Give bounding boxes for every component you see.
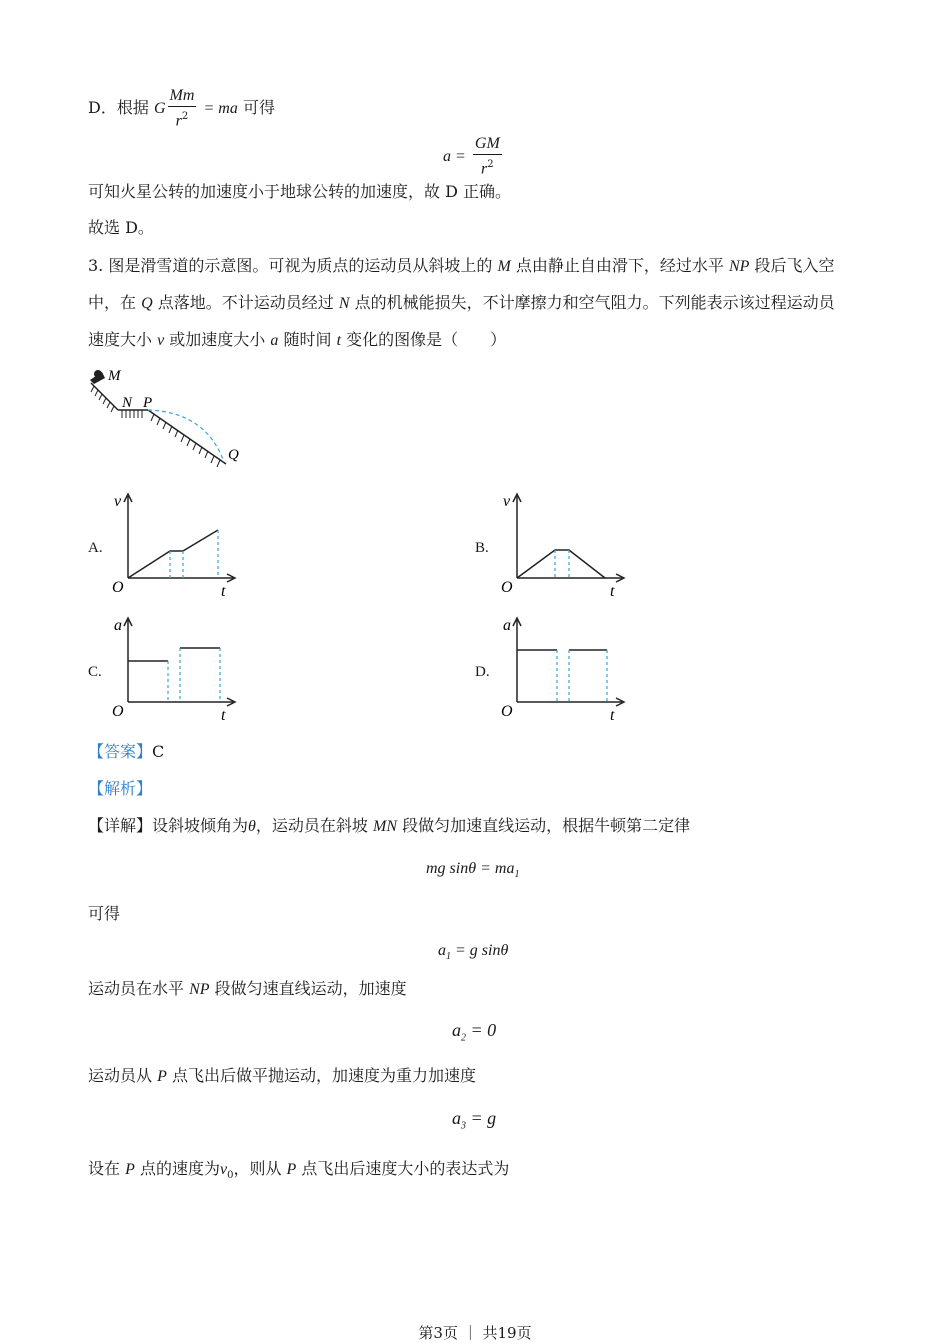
option-c-label: C. [88, 664, 102, 680]
np-hatching [122, 410, 142, 418]
answer-value: C [152, 742, 165, 761]
option-b-label: B. [475, 540, 489, 556]
v-t-curve-b [517, 550, 605, 578]
equation-rhs: = ma [203, 100, 238, 118]
label-n: N [122, 395, 133, 411]
origin-label: O [501, 579, 513, 596]
equation-3: $a_2 = 0$ [452, 1020, 497, 1044]
equation-4: $a_3 = g$ [452, 1108, 497, 1132]
exponent: 2 [487, 159, 494, 170]
exponent: 2 [181, 111, 189, 122]
skier-icon [90, 370, 105, 384]
detail-line-4: 设在 P 点的速度为$v_0$，则从 P 点飞出后速度大小的表达式为 [88, 1159, 510, 1182]
option-d-line [88, 86, 275, 131]
graph-a [108, 490, 248, 602]
option-d-graph-label: D. [475, 664, 490, 680]
x-label: t [610, 707, 615, 724]
option-d-choice: 故选 D。 [88, 218, 154, 237]
origin-label: O [112, 703, 124, 720]
label-q: Q [228, 447, 239, 463]
guide-lines [557, 650, 607, 702]
fraction-denominator: r [481, 160, 488, 178]
detail-line-1: 【详解】设斜坡倾角为θ，运动员在斜坡 MN 段做匀加速直线运动，根据牛顿第二定律 [88, 816, 691, 835]
y-label: a [114, 617, 122, 634]
detail-line-2: 运动员在水平 NP 段做匀速直线运动，加速度 [88, 979, 407, 998]
answer-label: 【答案】 [88, 742, 153, 761]
guide-lines [170, 530, 218, 578]
fraction-mm-r2 [168, 86, 197, 131]
v-t-curve-a [128, 530, 218, 578]
q3-line-2: 中，在 Q 点落地。不计运动员经过 N 点的机械能损失，不计摩擦力和空气阻力。下列能表示该过程运动员 [88, 293, 835, 312]
fraction-denominator: r [175, 112, 182, 130]
guide-lines [555, 550, 569, 578]
equation-1: mg $\sin\theta = ma_1$ [426, 860, 520, 881]
slope-mn-surface [91, 383, 118, 410]
ski-slope-diagram [86, 362, 246, 477]
fraction-numerator: Mm [168, 86, 197, 107]
option-d-prefix: D．根据 [88, 98, 149, 118]
option-a-label: A. [88, 540, 103, 556]
q3-line-1: 3. 图是滑雪道的示意图。可视为质点的运动员从斜坡上的 M 点由静止自由滑下，经过水平 NP 段后飞入空 [88, 256, 835, 275]
answer-line [88, 741, 164, 763]
origin-label: O [501, 703, 513, 720]
page-footer: 第3页 ｜ 共19页 [418, 1324, 532, 1342]
equation-2: $a_1 = g$ sinθ [438, 942, 509, 963]
then-text: 可得 [88, 904, 121, 923]
fraction-gm-r2 [473, 134, 502, 179]
slope-hatching [91, 386, 114, 412]
label-m: M [108, 368, 121, 384]
gravity-constant: G [153, 100, 166, 118]
label-p: P [143, 395, 153, 411]
graph-c [108, 614, 248, 726]
analysis-label: 【解析】 [88, 779, 153, 798]
y-label: a [503, 617, 511, 634]
guide-lines [168, 648, 220, 702]
formula-a-lhs: a = [443, 148, 466, 166]
lower-slope-hatching [151, 414, 220, 467]
origin-label: O [112, 579, 124, 596]
x-label: t [221, 583, 226, 600]
y-label: v [503, 493, 511, 510]
graph-d [497, 614, 637, 726]
option-d-conclusion: 可知火星公转的加速度小于地球公转的加速度，故 D 正确。 [88, 182, 512, 201]
q3-line-3: 速度大小 v 或加速度大小 a 随时间 t 变化的图像是（ ） [88, 330, 507, 349]
fraction-numerator: GM [473, 134, 502, 155]
x-label: t [610, 583, 615, 600]
graph-b [497, 490, 637, 602]
formula-a-gm-r2 [443, 134, 504, 179]
option-d-suffix: 可得 [242, 98, 275, 118]
detail-line-3: 运动员从 P 点飞出后做平抛运动，加速度为重力加速度 [88, 1066, 476, 1085]
x-label: t [221, 707, 226, 724]
y-label: v [114, 493, 122, 510]
